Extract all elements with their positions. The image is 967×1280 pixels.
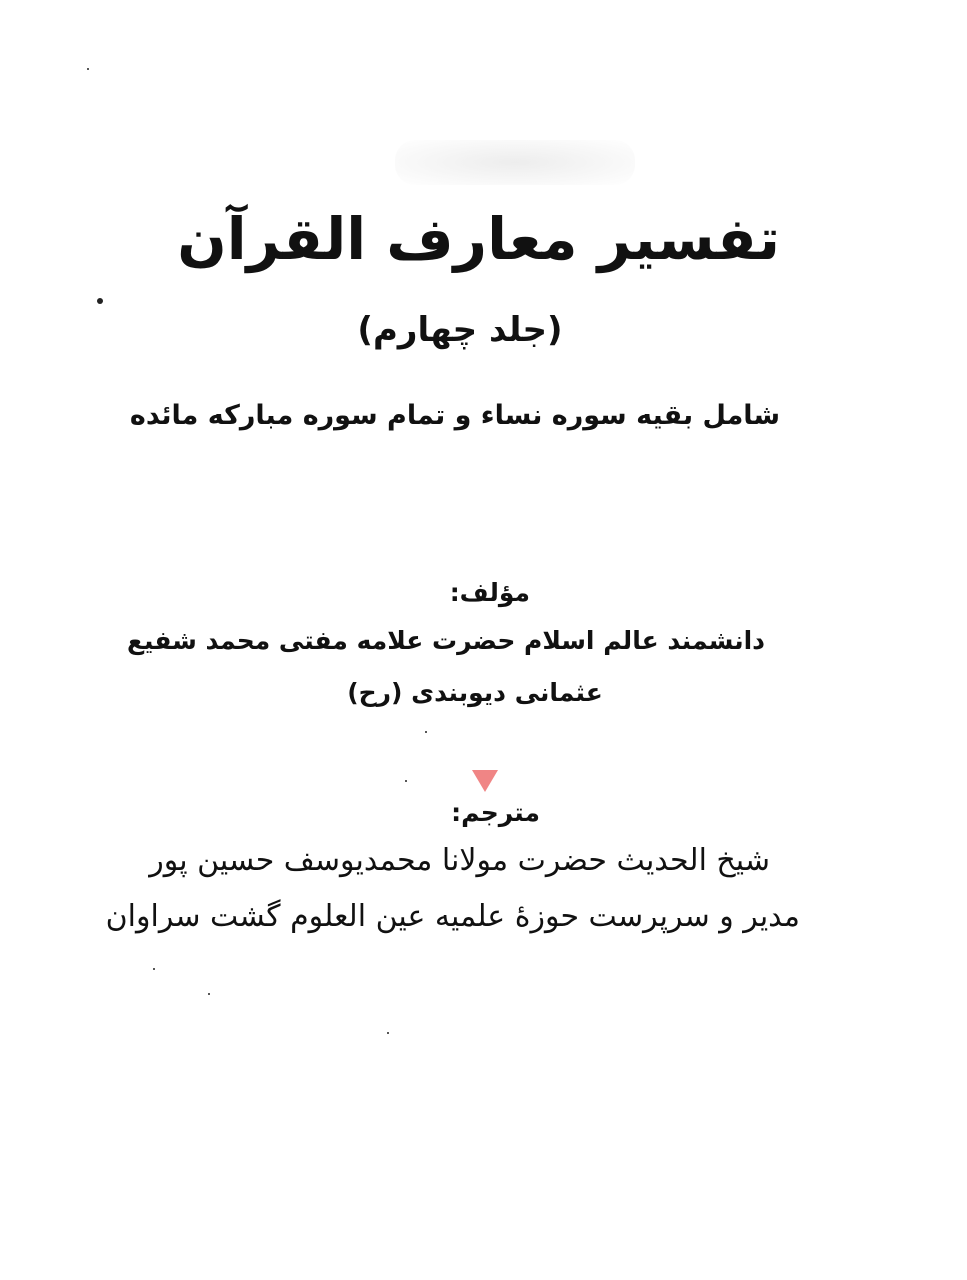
book-subtitle: شامل بقیه سوره نساء و تمام سوره مبارکه مائده — [129, 400, 780, 431]
ink-speck — [387, 1032, 389, 1034]
ink-speck — [153, 968, 155, 970]
ink-speck — [87, 68, 89, 70]
translator-label: مترجم: — [451, 798, 540, 827]
author-name-line-2: عثمانی دیوبندی (رح) — [347, 678, 603, 707]
ink-speck — [425, 731, 427, 733]
triangle-marker-icon — [472, 770, 498, 792]
author-label: مؤلف: — [449, 578, 530, 607]
ink-speck — [208, 993, 210, 995]
faded-smudge — [395, 140, 635, 185]
volume-label: (جلد چهارم) — [357, 310, 563, 350]
author-name-line-1: دانشمند عالم اسلام حضرت علامه مفتی محمد شفیع — [126, 626, 765, 655]
book-title: تفسیر معارف القرآن — [177, 205, 780, 273]
ink-speck — [97, 298, 103, 304]
ink-speck — [405, 780, 407, 782]
translator-name-line-2: مدیر و سرپرست حوزهٔ علمیه عین العلوم گشت سراوان — [105, 899, 800, 934]
translator-name-line-1: شیخ الحدیث حضرت مولانا محمدیوسف حسین پور — [149, 843, 770, 878]
